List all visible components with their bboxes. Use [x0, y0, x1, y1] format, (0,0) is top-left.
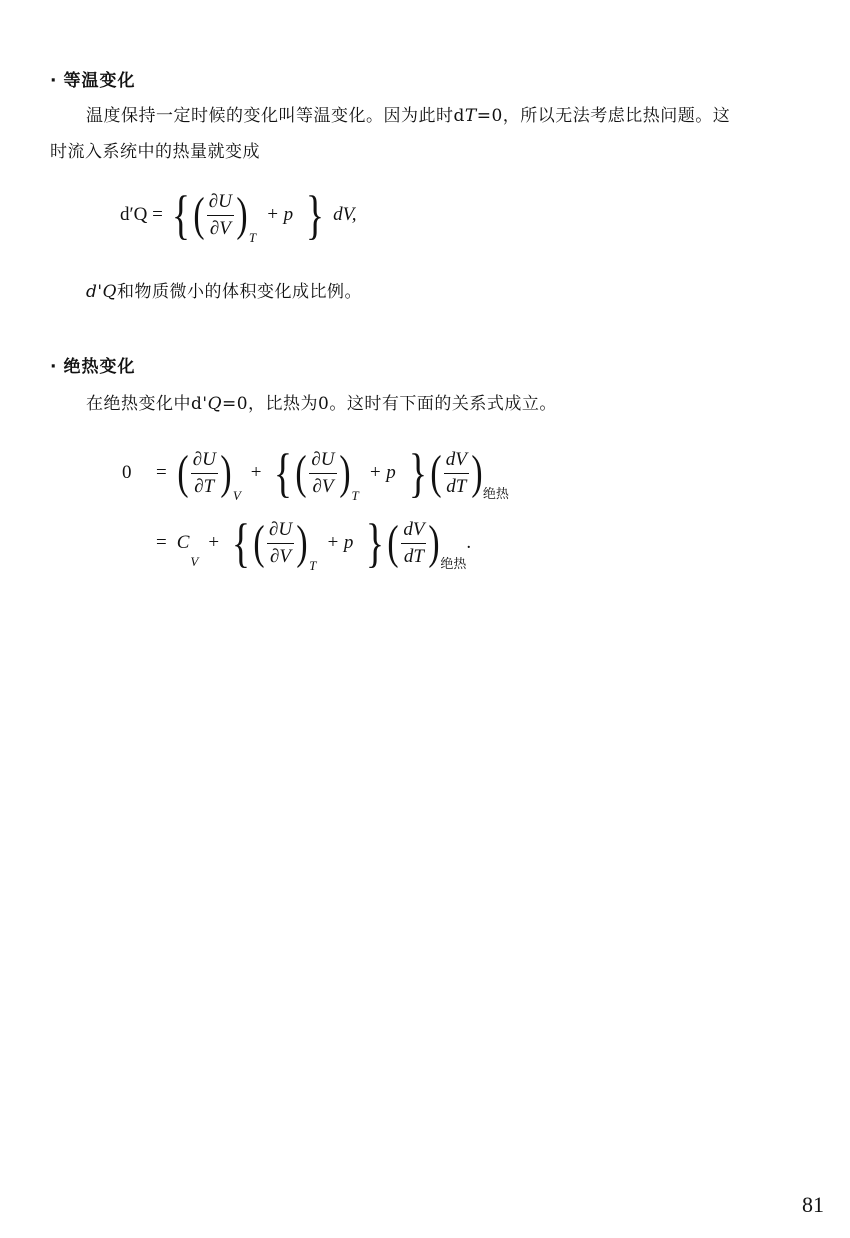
section-heading-adiabatic: · 绝热变化	[50, 357, 136, 377]
fraction-dU-dV: $\frac{\partial U}{\partial V}$	[268, 518, 293, 567]
page-number: 81	[802, 1192, 824, 1217]
eq1-lhs: d′Q =	[120, 204, 163, 225]
section-heading-isothermal: · 等温变化	[50, 71, 136, 91]
fraction-dU-dV: $\frac{\partial U}{\partial V}$	[311, 448, 335, 497]
bullet-icon: ·	[50, 357, 58, 377]
bullet-icon: ·	[50, 71, 58, 91]
paragraph-isothermal-intro: 温度保持一定时候的变化叫等温变化。因为此时dT=0，所以无法考虑比热问题。这	[86, 106, 731, 126]
equation-isothermal-heat: d′Q = { ( $\frac{\partial U}{\partial V}$ ) T + p } dV,	[120, 185, 357, 245]
paragraph-isothermal-line2: 时流入系统中的热量就变成	[50, 142, 260, 162]
fraction-dV-dT: $\frac{dV}{dT}$	[403, 518, 425, 567]
paragraph-adiabatic-intro: 在绝热变化中d'Q=0，比热为0。这时有下面的关系式成立。	[86, 394, 557, 414]
equation-adiabatic-line1: 0 = ( $\frac{\partial U}{\partial T}$ ) V + { ( $\frac{\partial U}{\partial V}$ ) T + p } ( $\frac{dV}{dT}$ ) 绝热	[122, 443, 509, 503]
paragraph-isothermal-conclusion: d'Q和物质微小的体积变化成比例。	[86, 282, 362, 302]
fraction-dU-dT: $\frac{\partial U}{\partial T}$	[192, 448, 216, 497]
fraction-dV-dT: $\frac{dV}{dT}$	[445, 448, 467, 497]
fraction-dU-dV: $\frac{\partial U}{\partial V}$	[208, 190, 232, 239]
equation-adiabatic-line2: = C V + { ( $\frac{\partial U}{\partial V}$ ) T + p } ( $\frac{dV}{dT}$ ) 绝热 .	[156, 513, 472, 573]
